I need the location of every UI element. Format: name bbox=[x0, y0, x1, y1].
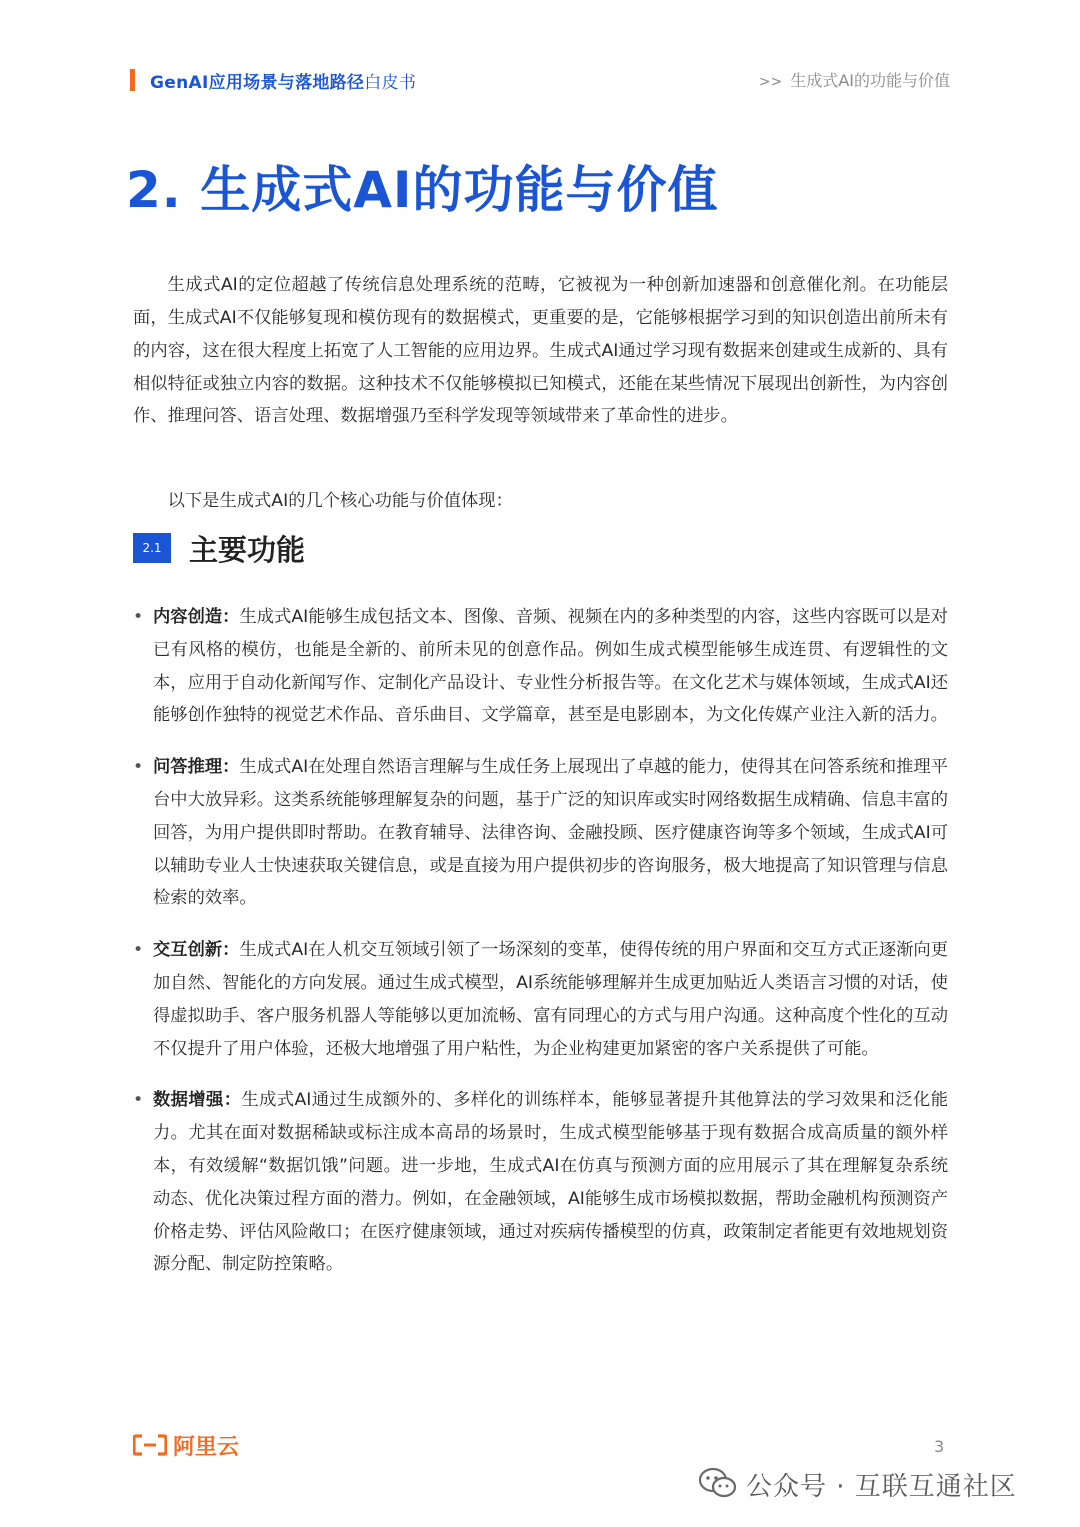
list-item bbox=[133, 934, 948, 1065]
page-header bbox=[130, 66, 950, 96]
document-title-main: GenAI应用场景与落地路径 bbox=[150, 73, 365, 93]
list-item-label: 问答推理： bbox=[153, 757, 240, 778]
list-item bbox=[133, 751, 948, 915]
wechat-icon bbox=[698, 1466, 738, 1500]
lead-paragraph: 以下是生成式AI的几个核心功能与价值体现： bbox=[167, 491, 513, 512]
aliyun-logo-icon bbox=[133, 1434, 167, 1456]
page-number: 3 bbox=[934, 1437, 945, 1456]
watermark-text: 公众号 · 互联互通社区 bbox=[746, 1472, 1017, 1502]
list-item bbox=[133, 601, 948, 732]
header-section-label bbox=[759, 68, 950, 91]
list-item-label: 数据增强： bbox=[153, 1090, 242, 1111]
intro-paragraph: 生成式AI的定位超越了传统信息处理系统的范畴，它被视为一种创新加速器和创意催化剂。在功能层面，生成式AI不仅能够复现和模仿现有的数据模式，更重要的是，它能够根据学习到的知识创造出前所未有的内容，这在很大程度上拓宽了人工智能的应用边界。生成式AI通过学习现有数据来创建或生成新的、具有相似特征或独立内容的数据。这种技术不仅能够模拟已知模式，还能在某些情况下展现出创新性，为内容创作、推理问答、语言处理、数据增强乃至科学发现等领域带来了革命性的进步。 bbox=[133, 275, 948, 427]
header-accent-bar bbox=[130, 69, 135, 91]
page-title: 2. 生成式AI的功能与价值 bbox=[126, 161, 719, 219]
document-title-suffix: 白皮书 bbox=[364, 73, 417, 93]
list-item-text: 生成式AI在处理自然语言理解与生成任务上展现出了卓越的能力，使得其在问答系统和推理平台中大放异彩。这类系统能够理解复杂的问题，基于广泛的知识库或实时网络数据生成精确、信息丰富的回答，为用户提供即时帮助。在教育辅导、法律咨询、金融投顾、医疗健康咨询等多个领域，生成式AI可以辅助专业人士快速获取关键信息，或是直接为用户提供初步的咨询服务，极大地提高了知识管理与信息检索的效率。 bbox=[153, 757, 948, 909]
logo-text: 阿里云 bbox=[173, 1435, 240, 1460]
list-item-label: 交互创新： bbox=[153, 940, 240, 961]
section-number-badge: 2.1 bbox=[133, 533, 171, 563]
bullet-icon: • bbox=[133, 757, 144, 778]
list-item-label: 内容创造： bbox=[153, 607, 240, 627]
list-item-text: 生成式AI在人机交互领域引领了一场深刻的变革，使得传统的用户界面和交互方式正逐渐向更加自然、智能化的方向发展。通过生成式模型，AI系统能够理解并生成更加贴近人类语言习惯的对话，使得虚拟助手、客户服务机器人等能够以更加流畅、富有同理心的方式与用户沟通。这种高度个性化的互动不仅提升了用户体验，还极大地增强了用户粘性，为企业构建更加紧密的客户关系提供了可能。 bbox=[153, 940, 948, 1059]
header-section-text: 生成式AI的功能与价值 bbox=[790, 71, 950, 90]
list-item bbox=[133, 1084, 948, 1281]
bullet-icon: • bbox=[133, 607, 144, 627]
bullet-icon: • bbox=[133, 1090, 144, 1111]
list-item-text: 生成式AI能够生成包括文本、图像、音频、视频在内的多种类型的内容，这些内容既可以是对已有风格的模仿，也能是全新的、前所未见的创意作品。例如生成式模型能够生成连贯、有逻辑性的文本，应用于自动化新闻写作、定制化产品设计、专业性分析报告等。在文化艺术与媒体领域，生成式AI还能够创作独特的视觉艺术作品、音乐曲目、文学篇章，甚至是电影剧本，为文化传媒产业注入新的活力。 bbox=[153, 607, 948, 726]
function-list bbox=[133, 601, 948, 1300]
chevrons-icon: >> bbox=[758, 74, 783, 90]
section-title: 主要功能 bbox=[189, 533, 306, 567]
bullet-icon: • bbox=[133, 940, 144, 961]
list-item-text: 生成式AI通过生成额外的、多样化的训练样本，能够显著提升其他算法的学习效果和泛化能力。尤其在面对数据稀缺或标注成本高昂的场景时，生成式模型能够基于现有数据合成高质量的额外样本，有效缓解“数据饥饿”问题。进一步地，生成式AI在仿真与预测方面的应用展示了其在理解复杂系统动态、优化决策过程方面的潜力。例如，在金融领域，AI能够生成市场模拟数据，帮助金融机构预测资产价格走势、评估风险敞口；在医疗健康领域，通过对疾病传播模型的仿真，政策制定者能更有效地规划资源分配、制定防控策略。 bbox=[153, 1090, 948, 1275]
document-title bbox=[150, 68, 416, 93]
